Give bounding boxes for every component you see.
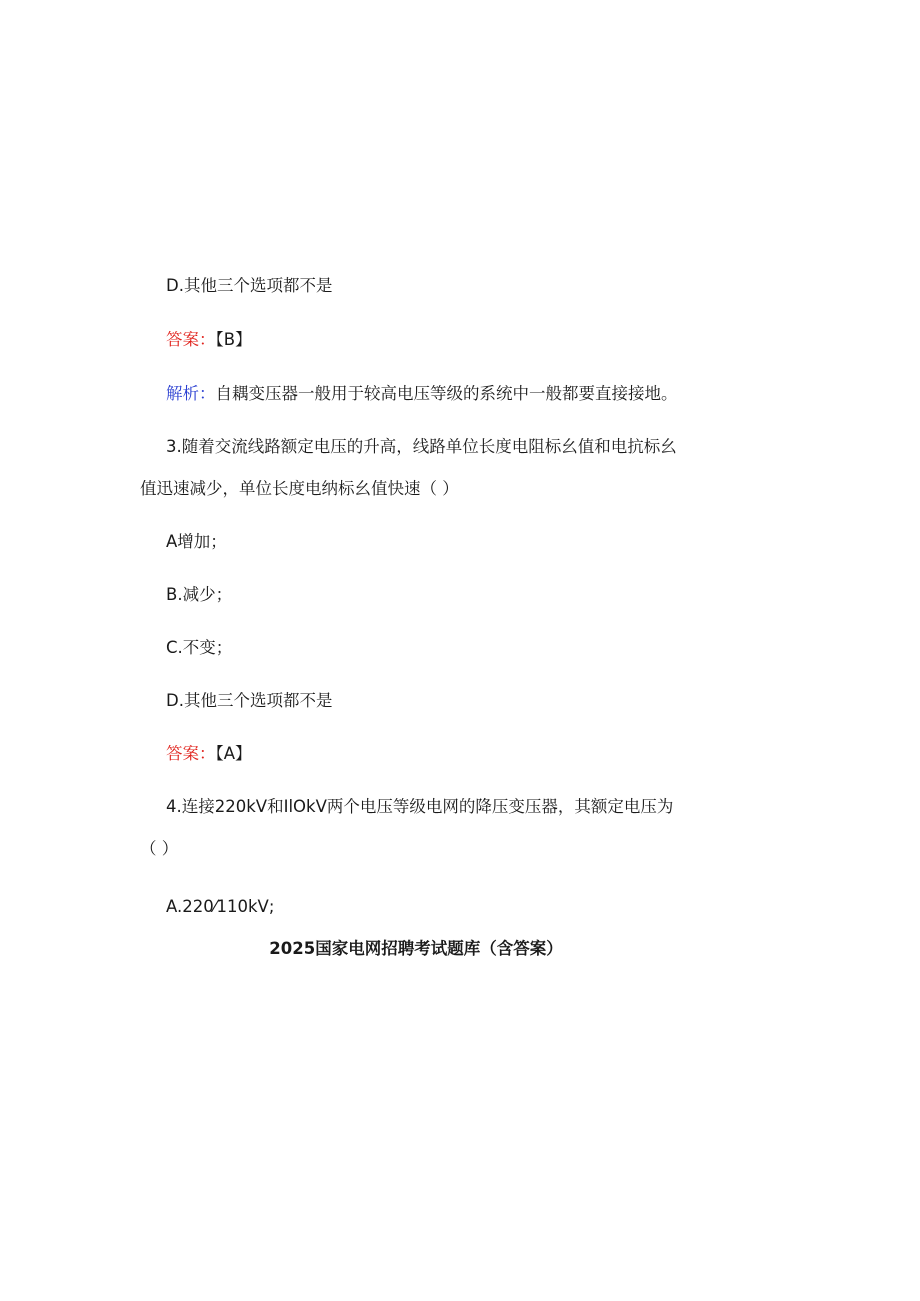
answer-value: 【B】	[215, 330, 252, 349]
q2-analysis	[166, 383, 678, 405]
q2-answer	[166, 329, 252, 351]
page-footer-title: 2025国家电网招聘考试题库（含答案）	[269, 939, 563, 958]
answer-label: 答案：	[166, 330, 216, 349]
q2-option-d: D.其他三个选项都不是	[166, 276, 333, 295]
q4-option-a: A.220⁄110kV;	[166, 897, 275, 916]
q4-stem-line2: （ ）	[140, 839, 179, 858]
q3-stem-line2: 值迅速减少，单位长度电纳标幺值快速（ ）	[140, 479, 459, 498]
q4-stem-line1: 4.连接220kV和IlOkV两个电压等级电网的降压变压器，其额定电压为	[166, 797, 674, 816]
analysis-text: 自耦变压器一般用于较高电压等级的系统中一般都要直接接地。	[215, 384, 678, 403]
q3-option-b: B.减少；	[166, 585, 233, 604]
q3-stem-line1: 3.随着交流线路额定电压的升高，线路单位长度电阻标幺值和电抗标幺	[166, 437, 677, 456]
q3-option-a: A增加；	[166, 532, 227, 551]
answer-value: 【A】	[215, 744, 252, 763]
q3-answer	[166, 743, 252, 765]
q3-option-c: C.不变；	[166, 638, 233, 657]
q3-option-d: D.其他三个选项都不是	[166, 691, 333, 710]
answer-label: 答案：	[166, 744, 216, 763]
analysis-label: 解析：	[166, 384, 216, 403]
